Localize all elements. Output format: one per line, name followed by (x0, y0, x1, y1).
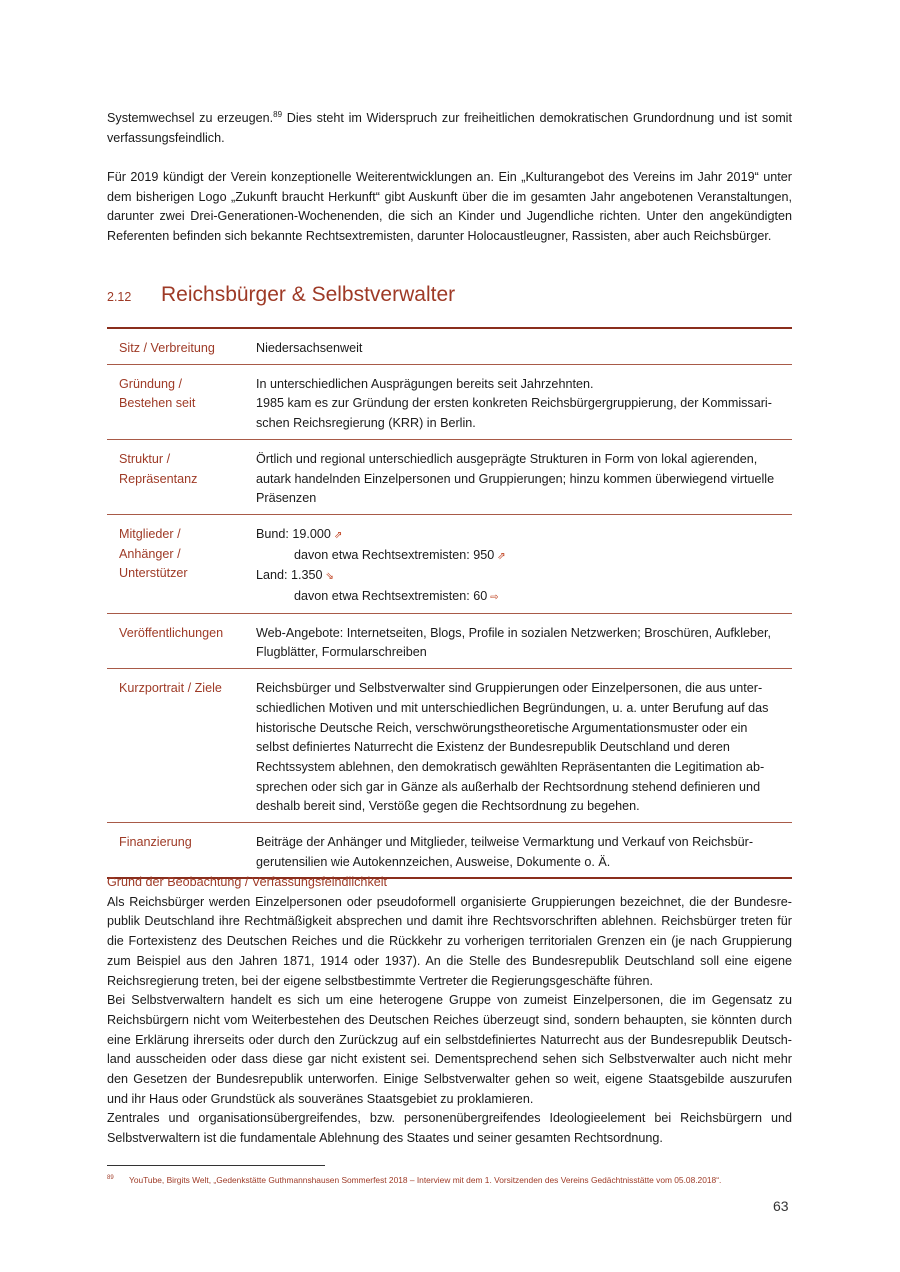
row-label: Sitz / Verbreitung (119, 341, 215, 355)
arrow-up-right-icon: ⇗ (333, 529, 343, 541)
land-count: Land: 1.350 (256, 568, 323, 583)
row-value (256, 514, 792, 613)
table-row (107, 823, 792, 879)
table-row (107, 613, 792, 668)
footnote-ref[interactable]: 89 (273, 109, 283, 119)
row-value: Örtlich und regional unterschiedlich ausgeprägte Strukturen in Form von lokal agierenden, autark handelnden Einzelpersonen und Gruppierungen; hinzu kommen überwiegend virtuelle Präsenzen (256, 439, 792, 514)
fact-table (107, 327, 792, 879)
observation-section (107, 873, 792, 1149)
body-paragraph: Zentrales und organisationsübergreifendes, bzw. personenübergreifendes Ideologieelement bei Reichsbürgern und Selbstverwaltern ist die fundamentale Ablehnung des Staates und seiner gesamten Rechtsordnung. (107, 1111, 792, 1146)
footnote-divider (107, 1165, 325, 1166)
intro-paragraph-1: Systemwechsel zu erzeugen.$^{89}$ Dies steht im Widerspruch zur freiheitlichen demokratischen Grundordnung und ist somit verfassungsfeindlich. (107, 109, 792, 145)
table-row (107, 328, 792, 364)
arrow-up-right-icon: ⇗ (497, 550, 506, 562)
arrow-right-icon: ⇨ (490, 592, 499, 604)
row-value: Niedersachsenweit (256, 341, 363, 355)
section-heading (107, 283, 792, 307)
row-value: In unterschiedlichen Ausprägungen bereits seit Jahrzehnten. 1985 kam es zur Gründung der ersten konkreten Reichsbürgergruppierung, der Kommissari-schen Reichsregierung (KRR) in Berlin. (256, 364, 792, 439)
row-label: Gründung / Bestehen seit (107, 364, 256, 439)
row-value: Beiträge der Anhänger und Mitglieder, teilweise Vermarktung und Verkauf von Reichsbür-gerutensilien wie Autokennzeichen, Ausweise, Dokumente o. Ä. (256, 823, 792, 879)
row-label: Veröffentlichungen (107, 613, 256, 668)
arrow-down-right-icon: ⇘ (325, 571, 334, 583)
section-title: Reichsbürger & Selbstverwalter (161, 283, 456, 306)
row-label: Mitglieder / Anhänger / Unterstützer (107, 514, 256, 613)
row-value: Reichsbürger und Selbstverwalter sind Gruppierungen oder Einzelpersonen, die aus unter-schiedlichen Motiven und mit unterschiedlichen Begründungen, u. a. unter Berufung auf das historische Deutsche Reich, verschwörungstheoretische Argumentationsmuster oder ein selbst definiertes Naturrecht die Existenz der Bundesrepublik Deutschland und deren Rechtssystem ablehnen, den demokratisch gewählten Repräsentanten die Legitimation ab-sprechen oder sich gar in Gänze als außerhalb der Rechtsordnung stehend definieren und deshalb bereit sind, Verstöße gegen die Rechtsordnung zu begehen. (256, 669, 792, 823)
body-paragraph: Bei Selbstverwaltern handelt es sich um eine heterogene Gruppe von zumeist Einzelpersonen, die im Gegensatz zu Reichsbürgern nicht vom Weiterbestehen des Deutschen Reiches überzeugt sind, sondern behaupten, sie könnten durch eine Erklärung ihrerseits oder durch den Zurückzug auf ein selbstdefiniertes Naturrecht aus der Bundesrepublik Deutsch-land ausscheiden oder dass diese gar nicht existent sei. Dementsprechend sehen sich Selbstverwalter auch nicht mehr den Gesetzen der Bundesrepublik unterworfen. Einige Selbstverwalter gehen so weit, eigene Staatsgebilde auszurufen und ihr Haus oder Grundstück als souveränes Staatsgebiet zu proklamieren. (107, 993, 792, 1106)
table-row (107, 514, 792, 613)
row-label: Finanzierung (107, 823, 256, 879)
section-number: 2.12 (107, 290, 132, 304)
footnote-number: 89 (107, 1175, 114, 1181)
subsection-heading: Grund der Beobachtung / Verfassungsfeindlichkeit (107, 875, 388, 889)
row-label: Kurzportrait / Ziele (107, 669, 256, 823)
row-value: Web-Angebote: Internetseiten, Blogs, Profile in sozialen Netzwerken; Broschüren, Aufkleber, Flugblätter, Formularschreiben (256, 613, 792, 668)
footnote (107, 1175, 792, 1185)
table-row (107, 669, 792, 823)
intro-paragraph-2: Für 2019 kündigt der Verein konzeptionelle Weiterentwicklungen an. Ein „Kulturangebot des Vereins im Jahr 2019“ unter dem bisherigen Logo „Zukunft braucht Herkunft“ gibt Auskunft über die im gesamten Jahr angebotenen Veranstaltungen, darunter zwei Drei-Generationen-Wochenenden, die sich an Kinder und Jugendliche richten. Unter den angekündigten Referenten befinden sich bekannte Rechtsextremisten, darunter Holocaustleugner, Rassisten, aber auch Reichsbürger. (107, 170, 792, 244)
table-row (107, 364, 792, 439)
land-re-count: davon etwa Rechtsextremisten: 60 (294, 589, 488, 604)
table-row (107, 439, 792, 514)
row-label: Struktur / Repräsentanz (107, 439, 256, 514)
bund-re-count: davon etwa Rechtsextremisten: 950 (294, 547, 495, 562)
page-number: 63 (773, 1198, 789, 1214)
footnote-text: YouTube, Birgits Welt, „Gedenkstätte Guthmannshausen Sommerfest 2018 – Interview mit dem 1. Vorsitzenden des Vereins Gedächtnisstätte vom 05.08.2018“. (129, 1175, 722, 1185)
body-paragraph: Als Reichsbürger werden Einzelpersonen oder pseudoformell organisierte Gruppierungen bezeichnet, die der Bundesre-publik Deutschland ihre Rechtmäßigkeit absprechen und damit ihre Rechtsvorschriften ablehnen. Reichsbürger treten für die Fortexistenz des Deutschen Reiches und die Rückkehr zu vorherigen territorialen Grenzen ein (je nach Gruppierung zum Beispiel aus den Jahren 1871, 1914 oder 1937). An die Stelle des Bundesrepublik Deutschland soll eine eigene Reichsregierung treten, bei der eigene selbstbestimmte Vertreter die Regierungsgeschäfte führen. (107, 894, 792, 988)
bund-count: Bund: 19.000 (256, 526, 331, 541)
